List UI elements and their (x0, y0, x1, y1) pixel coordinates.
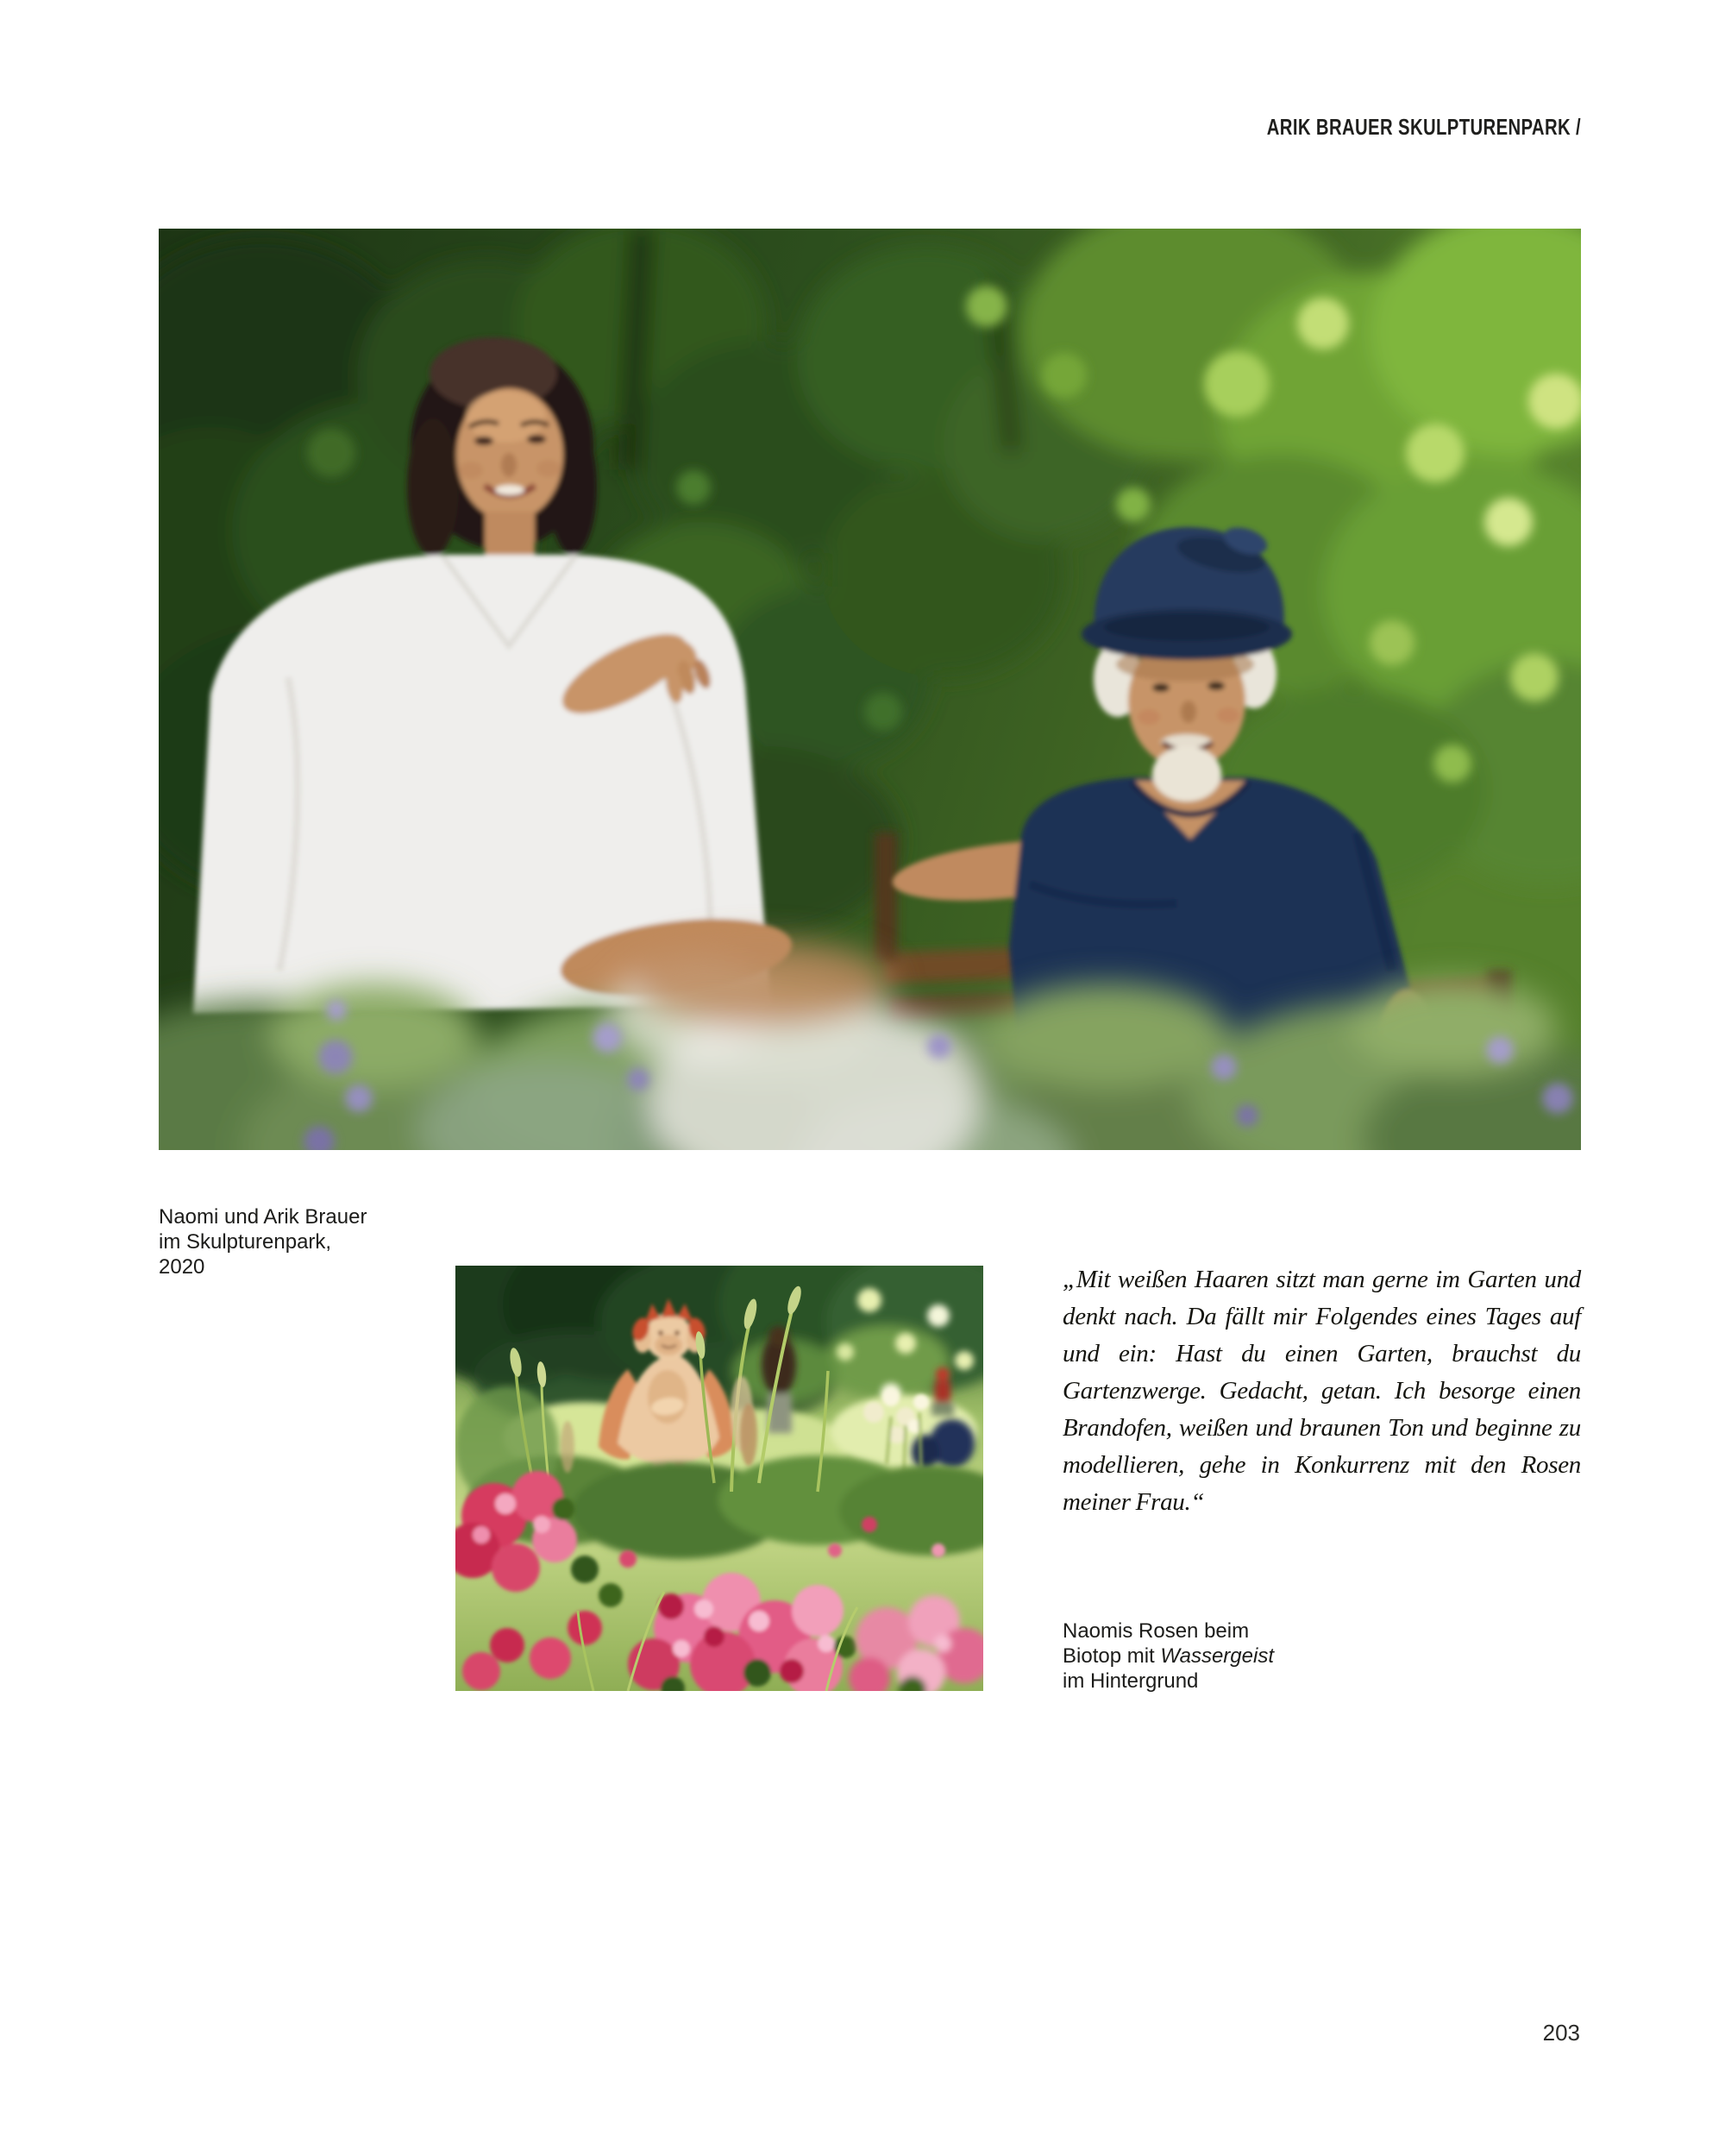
caption-line: im Skulpturenpark, (159, 1230, 332, 1254)
caption-artwork-title: Wassergeist (1160, 1644, 1274, 1668)
main-photo (159, 229, 1581, 1150)
caption-line (1063, 1644, 1274, 1669)
caption-text: Biotop mit (1063, 1644, 1161, 1668)
caption-line: Naomi und Arik Brauer (159, 1205, 367, 1229)
roses-photo-illustration (455, 1266, 983, 1691)
main-photo-illustration (159, 229, 1581, 1150)
page-number: 203 (1542, 2020, 1580, 2046)
roses-photo (455, 1266, 983, 1691)
caption-line: 2020 (159, 1255, 205, 1279)
caption-line: Naomis Rosen beim (1063, 1619, 1250, 1643)
roses-photo-caption (1063, 1619, 1274, 1694)
pull-quote: „Mit weißen Haaren sitzt man gerne im Garten und denkt nach. Da fällt mir Folgendes eines Tages auf und ein: Hast du einen Garten, brauchst du Gartenzwerge. Gedacht, getan. Ich besorge einen Brandofen, weißen und braunen Ton und beginne zu modellieren, gehe in Konkurrenz mit den Rosen meiner Frau.“ (1063, 1266, 1581, 1516)
running-header: ARIK BRAUER SKULPTURENPARK / (1266, 114, 1581, 140)
main-photo-caption (159, 1204, 367, 1279)
caption-line: im Hintergrund (1063, 1669, 1199, 1693)
